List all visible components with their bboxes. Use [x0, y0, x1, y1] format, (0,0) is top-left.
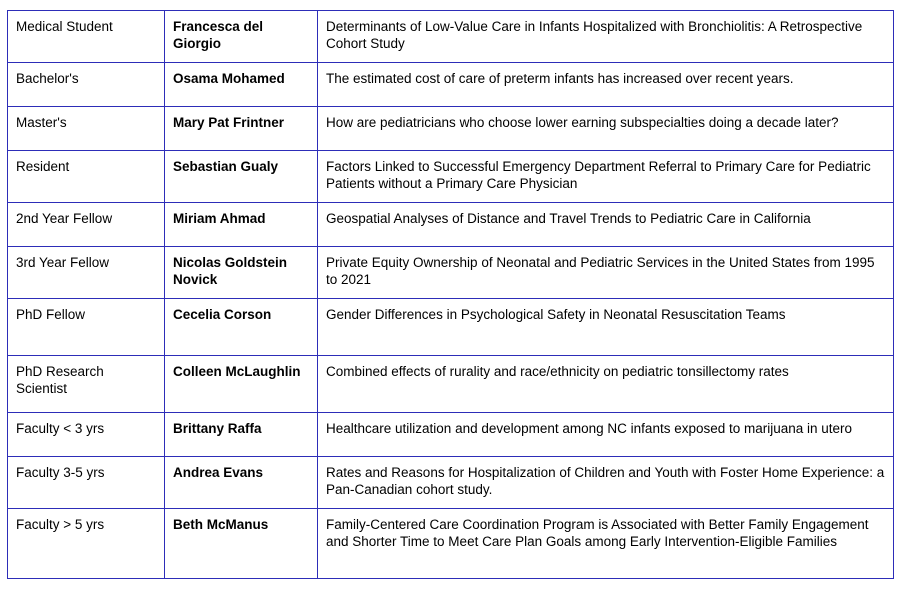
table-row — [8, 247, 894, 299]
name-cell: Andrea Evans — [165, 457, 318, 509]
title-cell: Rates and Reasons for Hospitalization of Children and Youth with Foster Home Experience: a Pan-Canadian cohort study. — [318, 457, 894, 509]
level-cell: PhD Research Scientist — [8, 356, 165, 413]
title-cell: Gender Differences in Psychological Safety in Neonatal Resuscitation Teams — [318, 299, 894, 356]
title-cell: Factors Linked to Successful Emergency Department Referral to Primary Care for Pediatric Patients without a Primary Care Physician — [318, 151, 894, 203]
level-cell: Faculty 3-5 yrs — [8, 457, 165, 509]
level-cell: Master's — [8, 107, 165, 151]
level-cell: 2nd Year Fellow — [8, 203, 165, 247]
table-row — [8, 509, 894, 579]
name-cell: Colleen McLaughlin — [165, 356, 318, 413]
name-cell: Beth McManus — [165, 509, 318, 579]
title-cell: Geospatial Analyses of Distance and Travel Trends to Pediatric Care in California — [318, 203, 894, 247]
table-row — [8, 413, 894, 457]
name-cell: Brittany Raffa — [165, 413, 318, 457]
level-cell: Faculty < 3 yrs — [8, 413, 165, 457]
level-cell: Bachelor's — [8, 63, 165, 107]
table-row — [8, 151, 894, 203]
name-cell: Mary Pat Frintner — [165, 107, 318, 151]
title-cell: Combined effects of rurality and race/ethnicity on pediatric tonsillectomy rates — [318, 356, 894, 413]
level-cell: 3rd Year Fellow — [8, 247, 165, 299]
awards-table — [7, 10, 894, 579]
title-cell: Private Equity Ownership of Neonatal and Pediatric Services in the United States from 1995 to 2021 — [318, 247, 894, 299]
table-row — [8, 63, 894, 107]
table-row — [8, 203, 894, 247]
name-cell: Miriam Ahmad — [165, 203, 318, 247]
name-cell: Francesca del Giorgio — [165, 11, 318, 63]
level-cell: Medical Student — [8, 11, 165, 63]
name-cell: Sebastian Gualy — [165, 151, 318, 203]
title-cell: How are pediatricians who choose lower earning subspecialties doing a decade later? — [318, 107, 894, 151]
table-row — [8, 299, 894, 356]
table-row — [8, 107, 894, 151]
title-cell: Family-Centered Care Coordination Program is Associated with Better Family Engagement and Shorter Time to Meet Care Plan Goals among Early Intervention-Eligible Families — [318, 509, 894, 579]
level-cell: Resident — [8, 151, 165, 203]
level-cell: PhD Fellow — [8, 299, 165, 356]
name-cell: Osama Mohamed — [165, 63, 318, 107]
title-cell: Determinants of Low-Value Care in Infants Hospitalized with Bronchiolitis: A Retrospective Cohort Study — [318, 11, 894, 63]
title-cell: Healthcare utilization and development among NC infants exposed to marijuana in utero — [318, 413, 894, 457]
title-cell: The estimated cost of care of preterm infants has increased over recent years. — [318, 63, 894, 107]
name-cell: Nicolas Goldstein Novick — [165, 247, 318, 299]
level-cell: Faculty > 5 yrs — [8, 509, 165, 579]
table-row — [8, 356, 894, 413]
name-cell: Cecelia Corson — [165, 299, 318, 356]
table-row — [8, 457, 894, 509]
table-row — [8, 11, 894, 63]
